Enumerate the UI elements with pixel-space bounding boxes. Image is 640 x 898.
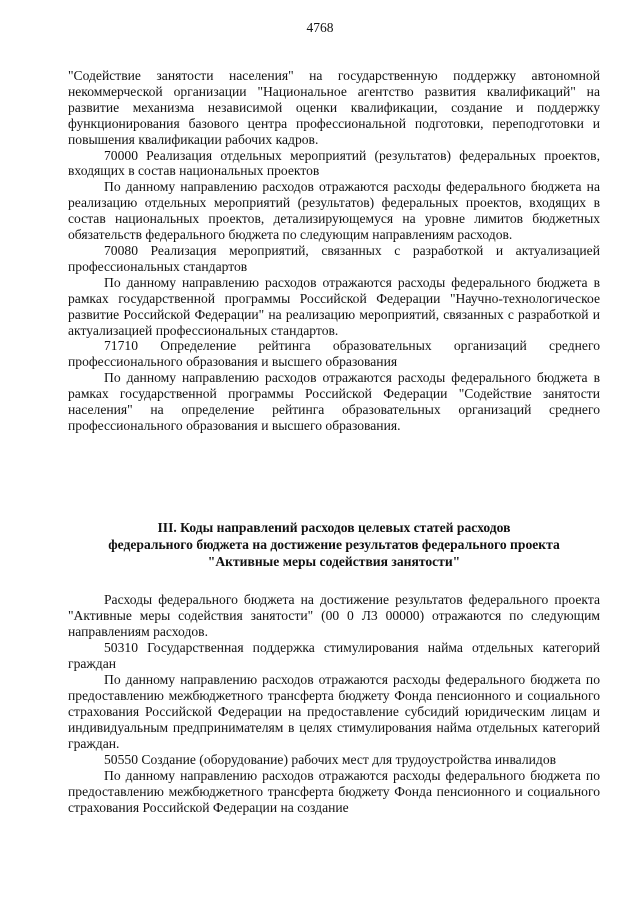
paragraph: 70080 Реализация мероприятий, связанных с разработкой и актуализацией профессиональных стандартов [68,242,600,274]
paragraph: "Содействие занятости населения" на государственную поддержку автономной некоммерческой организации "Национальное агентство развития квалификаций" на развитие механизма независимой оценки квалификации, создание и поддержку функционирования базового центра профессиональной подготовки, переподготовки и повышения квалификации рабочих кадров. [68,68,600,147]
paragraph: 50310 Государственная поддержка стимулирования найма отдельных категорий граждан [68,640,600,671]
paragraph: По данному направлению расходов отражаются расходы федерального бюджета в рамках государственной программы Российской Федерации "Содействие занятости населения" на определение рейтинга образовательных организаций среднего профессионального образования и высшего образования. [68,370,600,433]
section-heading-line: федерального бюджета на достижение результатов федерального проекта [108,537,560,552]
section-heading-line: III. Коды направлений расходов целевых статей расходов [157,520,511,535]
paragraph: По данному направлению расходов отражаются расходы федерального бюджета по предоставлению межбюджетного трансферта бюджету Фонда пенсионного и социального страхования Российской Федерации на предоставление субсидий юридическим лицам и индивидуальным предпринимателям в целях стимулирования найма отдельных категорий граждан. [68,672,600,751]
paragraph: 70000 Реализация отдельных мероприятий (результатов) федеральных проектов, входящих в состав национальных проектов [68,147,600,179]
page-number: 4768 [306,20,334,35]
body-text-bottom [68,592,600,816]
section-heading [68,519,600,570]
paragraph: По данному направлению расходов отражаются расходы федерального бюджета по предоставлению межбюджетного трансферта бюджету Фонда пенсионного и социального страхования Российской Федерации на создание [68,768,600,815]
paragraph: 71710 Определение рейтинга образовательных организаций среднего профессионального образования и высшего образования [68,338,600,370]
paragraph: Расходы федерального бюджета на достижение результатов федерального проекта "Активные меры содействия занятости" (00 0 Л3 00000) отражаются по следующим направлениям расходов. [68,592,600,639]
section-heading-line: "Активные меры содействия занятости" [207,554,461,569]
paragraph: По данному направлению расходов отражаются расходы федерального бюджета на реализацию отдельных мероприятий (результатов) федеральных проектов, входящих в состав национальных проектов, детализирующемуся на уровне лимитов бюджетных обязательств федерального бюджета по следующим направлениям расходов. [68,179,600,243]
paragraph: По данному направлению расходов отражаются расходы федерального бюджета в рамках государственной программы Российской Федерации "Научно-технологическое развитие Российской Федерации" на реализацию мероприятий, связанных с разработкой и актуализацией профессиональных стандартов. [68,274,600,338]
paragraph: 50550 Создание (оборудование) рабочих мест для трудоустройства инвалидов [104,752,557,767]
body-text-top [68,68,600,434]
